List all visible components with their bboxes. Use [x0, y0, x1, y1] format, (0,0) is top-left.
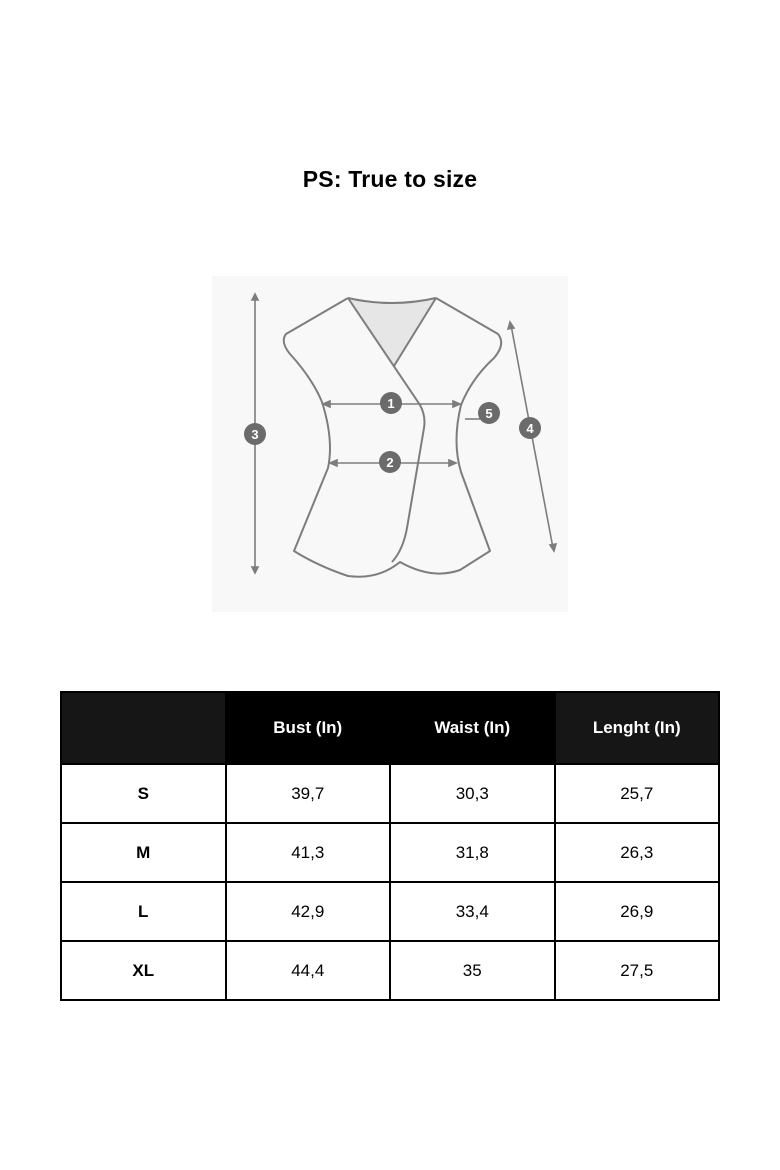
- waist-value: 35: [390, 941, 555, 1000]
- table-row: [61, 823, 719, 882]
- marker-side-length: [519, 417, 541, 439]
- size-label: XL: [61, 941, 226, 1000]
- marker-hem: [478, 402, 500, 424]
- bust-value: 44,4: [226, 941, 391, 1000]
- waist-value: 31,8: [390, 823, 555, 882]
- size-label: S: [61, 764, 226, 823]
- marker-bust: [380, 392, 402, 414]
- table-header-row: [61, 692, 719, 764]
- bust-value: 41,3: [226, 823, 391, 882]
- header-corner: [61, 692, 226, 764]
- table-row: [61, 764, 719, 823]
- bust-value: 42,9: [226, 882, 391, 941]
- table-row: [61, 882, 719, 941]
- bust-value: 39,7: [226, 764, 391, 823]
- page-title: PS: True to size: [302, 166, 478, 192]
- header-length: Lenght (In): [555, 692, 720, 764]
- length-value: 27,5: [555, 941, 720, 1000]
- header-bust: Bust (In): [226, 692, 391, 764]
- size-label: M: [61, 823, 226, 882]
- garment-diagram: [212, 276, 568, 612]
- vest-illustration: [212, 276, 568, 612]
- size-chart-table: [60, 691, 720, 1001]
- marker-length: [244, 423, 266, 445]
- waist-value: 33,4: [390, 882, 555, 941]
- svg-text:5: 5: [485, 406, 493, 421]
- size-label: L: [61, 882, 226, 941]
- svg-text:2: 2: [386, 455, 394, 470]
- length-value: 25,7: [555, 764, 720, 823]
- length-value: 26,3: [555, 823, 720, 882]
- table-row: [61, 941, 719, 1000]
- waist-value: 30,3: [390, 764, 555, 823]
- svg-text:3: 3: [251, 427, 259, 442]
- marker-waist: [379, 451, 401, 473]
- length-value: 26,9: [555, 882, 720, 941]
- svg-text:1: 1: [387, 396, 395, 411]
- header-waist: Waist (In): [390, 692, 555, 764]
- svg-text:4: 4: [526, 421, 534, 436]
